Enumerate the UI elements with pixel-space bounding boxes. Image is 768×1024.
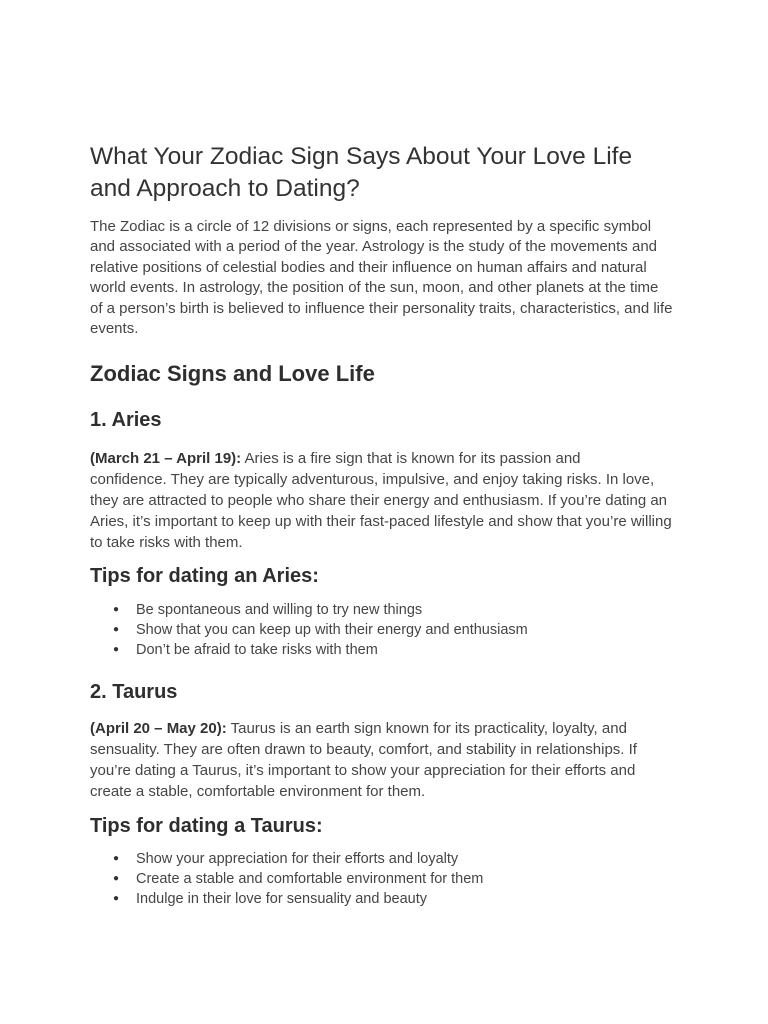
paragraph-line: The Zodiac is a circle of 12 divisions or signs, each represented by a specific symbol: [90, 218, 652, 235]
list-item: [90, 600, 528, 620]
list-item-text: Show your appreciation for their efforts and loyalty: [136, 851, 459, 867]
list-item: [90, 889, 483, 909]
sign-heading-aries: 1. Aries: [90, 409, 162, 431]
section-heading: Zodiac Signs and Love Life: [90, 361, 375, 386]
article-title: [90, 141, 632, 205]
bullet-icon: [113, 849, 119, 869]
paragraph-line: of a person’s birth is believed to influence their personality traits, characteristics, and life: [90, 299, 673, 317]
list-item-text: Indulge in their love for sensuality and beauty: [136, 891, 427, 907]
paragraph-line: confidence. They are typically adventurous, impulsive, and enjoy taking risks. In love,: [90, 471, 655, 488]
tips-heading-taurus: Tips for dating a Taurus:: [90, 815, 323, 837]
paragraph-line: events.: [90, 320, 139, 338]
paragraph-line: relative positions of celestial bodies and their influence on human affairs and natural: [90, 258, 647, 276]
tips-list-aries: [90, 600, 528, 660]
title-line: and Approach to Dating?: [90, 175, 360, 202]
intro-paragraph: [90, 217, 673, 339]
paragraph-line: they are attracted to people who share their energy and enthusiasm. If you’re dating an: [90, 492, 668, 509]
paragraph-line: Aries, it’s important to keep up with their fast-paced lifestyle and show that you’re willing: [90, 513, 672, 530]
list-item-text: Don’t be afraid to take risks with them: [136, 642, 378, 658]
paragraph-text: Taurus is an earth sign known for its practicality, loyalty, and: [230, 720, 627, 737]
sign-paragraph-aries: [90, 448, 672, 553]
sign-heading-taurus: 2. Taurus: [90, 681, 178, 703]
paragraph-line: [90, 718, 637, 739]
list-item: [90, 620, 528, 640]
sign-paragraph-taurus: [90, 718, 637, 802]
bullet-icon: [113, 640, 119, 660]
list-item: [90, 869, 483, 889]
bullet-icon: [113, 620, 119, 640]
bullet-icon: [113, 889, 119, 909]
paragraph-line: world events. In astrology, the position of the sun, moon, and other planets at the time: [90, 279, 659, 297]
sign-dates: (March 21 – April 19):: [90, 450, 242, 467]
tips-list-taurus: [90, 849, 483, 909]
list-item: [90, 849, 483, 869]
list-item-text: Show that you can keep up with their energy and enthusiasm: [136, 622, 528, 638]
list-item: [90, 640, 528, 660]
paragraph-line: create a stable, comfortable environment for them.: [90, 783, 426, 800]
paragraph-line: you’re dating a Taurus, it’s important to show your appreciation for their efforts and: [90, 762, 636, 779]
sign-dates: (April 20 – May 20):: [90, 720, 227, 737]
title-line: What Your Zodiac Sign Says About Your Love Life: [90, 143, 633, 170]
paragraph-line: and associated with a period of the year. Astrology is the study of the movements and: [90, 238, 657, 256]
bullet-icon: [113, 869, 119, 889]
bullet-icon: [113, 600, 119, 620]
list-item-text: Create a stable and comfortable environment for them: [136, 871, 484, 887]
tips-heading-aries: Tips for dating an Aries:: [90, 565, 319, 587]
paragraph-line: sensuality. They are often drawn to beauty, comfort, and stability in relationships. If: [90, 741, 637, 758]
paragraph-text: Aries is a fire sign that is known for its passion and: [244, 450, 581, 467]
list-item-text: Be spontaneous and willing to try new things: [136, 602, 423, 618]
paragraph-line: to take risks with them.: [90, 534, 243, 551]
paragraph-line: [90, 448, 672, 469]
